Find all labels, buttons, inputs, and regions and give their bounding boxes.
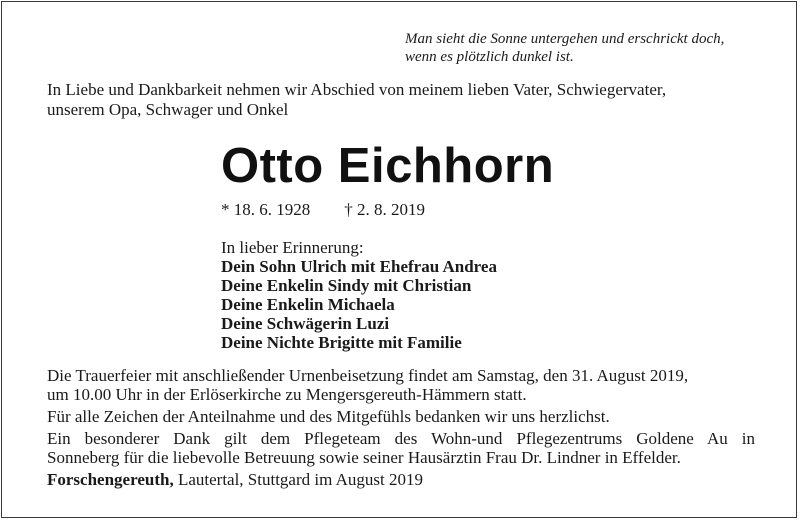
mourner-item: Deine Enkelin Michaela — [221, 295, 395, 314]
motto-line-2: wenn es plötzlich dunkel ist. — [405, 49, 574, 65]
special-thanks-line-2: Sonneberg für die liebevolle Betreuung sowie seiner Hausärztin Frau Dr. Lindner in Effelder. — [47, 448, 681, 467]
thanks-text: Für alle Zeichen der Anteilnahme und des Mitgefühls bedanken wir uns herzlichst. — [47, 407, 610, 426]
mourner-item: Dein Sohn Ulrich mit Ehefrau Andrea — [221, 257, 497, 276]
birth-date: * 18. 6. 1928 — [221, 200, 311, 219]
deceased-name: Otto Eichhorn — [221, 139, 555, 193]
mourners-heading: In lieber Erinnerung: — [221, 238, 364, 257]
mourner-item: Deine Nichte Brigitte mit Familie — [221, 333, 462, 352]
life-dates — [221, 200, 425, 220]
service-line-2: um 10.00 Uhr in der Erlöserkirche zu Mengersgereuth-Hämmern statt. — [47, 385, 527, 404]
place-date — [47, 470, 755, 489]
mourners-list — [221, 238, 497, 352]
mourner-item: Deine Enkelin Sindy mit Christian — [221, 276, 472, 295]
footer-text — [47, 366, 755, 492]
place-rest: Lautertal, Stuttgard im August 2019 — [173, 470, 424, 489]
service-info — [47, 366, 755, 404]
mourner-item: Deine Schwägerin Luzi — [221, 314, 390, 333]
service-line-1: Die Trauerfeier mit anschließender Urnenbeisetzung findet am Samstag, den 31. August 2019, — [47, 366, 689, 385]
intro-line-1: In Liebe und Dankbarkeit nehmen wir Abschied von meinem lieben Vater, Schwiegervater, — [47, 80, 667, 99]
intro-text — [47, 80, 767, 120]
death-date: † 2. 8. 2019 — [344, 200, 425, 219]
motto-line-1: Man sieht die Sonne untergehen und erschrickt doch, — [405, 31, 725, 47]
motto-quote — [405, 30, 775, 66]
special-thanks-line-1: Ein besonderer Dank gilt dem Pflegeteam des Wohn-und Pflegezentrums Goldene Au in — [47, 429, 755, 448]
place-bold: Forschengereuth, — [47, 470, 174, 489]
intro-line-2: unserem Opa, Schwager und Onkel — [47, 100, 289, 119]
special-thanks — [47, 429, 755, 467]
